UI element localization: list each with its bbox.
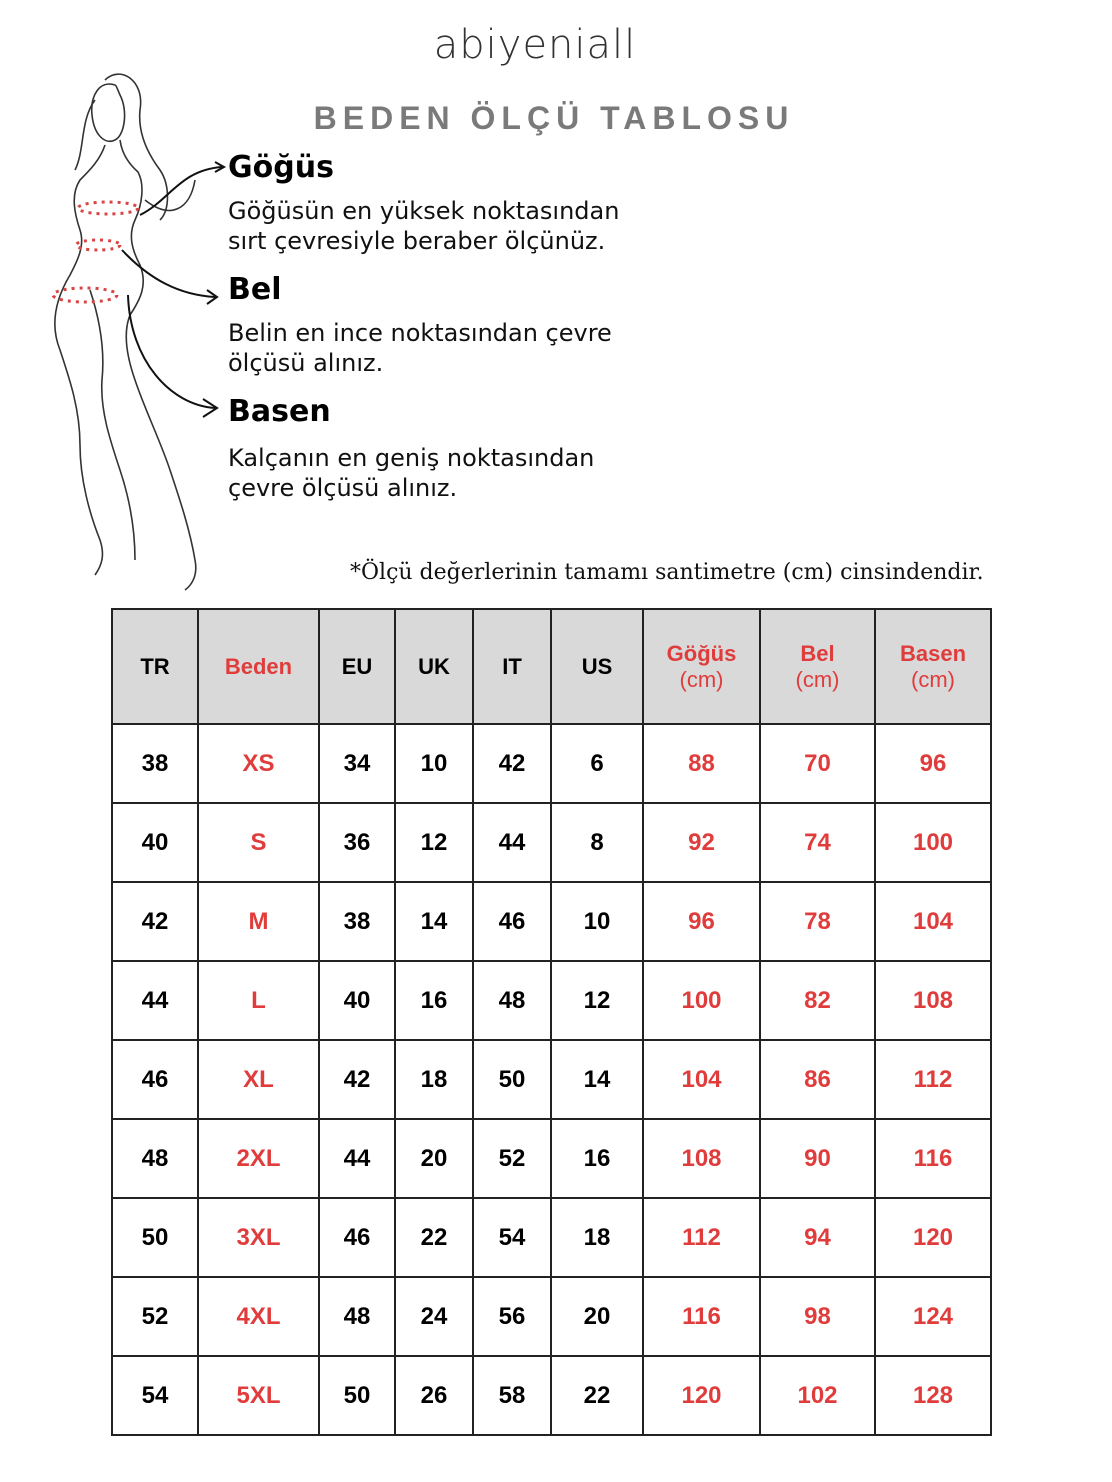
cell-bel: 82 [760, 961, 875, 1040]
section-gogus-desc-2: sırt çevresiyle beraber ölçünüz. [228, 227, 606, 255]
cell-bel: 74 [760, 803, 875, 882]
table-row [112, 1277, 991, 1356]
section-basen-title: Basen [228, 394, 331, 429]
cell-basen: 100 [875, 803, 991, 882]
cell-uk: 22 [395, 1198, 473, 1277]
header-us: US [551, 609, 643, 724]
cell-basen: 128 [875, 1356, 991, 1435]
table-row [112, 961, 991, 1040]
cell-it: 56 [473, 1277, 551, 1356]
cell-gogus: 96 [643, 882, 760, 961]
cell-tr: 46 [112, 1040, 198, 1119]
cell-uk: 20 [395, 1119, 473, 1198]
table-row [112, 1119, 991, 1198]
cell-us: 14 [551, 1040, 643, 1119]
cell-tr: 50 [112, 1198, 198, 1277]
section-basen-desc-1: Kalçanın en geniş noktasından [228, 444, 595, 472]
header-gogus [643, 609, 760, 724]
table-row [112, 1198, 991, 1277]
cell-eu: 34 [319, 724, 395, 803]
cell-beden: 3XL [198, 1198, 319, 1277]
cell-uk: 12 [395, 803, 473, 882]
cell-bel: 94 [760, 1198, 875, 1277]
table-row [112, 1040, 991, 1119]
cell-bel: 90 [760, 1119, 875, 1198]
header-bel-label: Bel [800, 640, 835, 666]
cell-basen: 116 [875, 1119, 991, 1198]
cell-beden: XS [198, 724, 319, 803]
section-gogus-desc-1: Göğüsün en yüksek noktasından [228, 197, 620, 225]
section-bel-desc-1: Belin en ince noktasından çevre [228, 319, 612, 347]
cell-basen: 124 [875, 1277, 991, 1356]
cell-tr: 48 [112, 1119, 198, 1198]
header-it: IT [473, 609, 551, 724]
cell-us: 6 [551, 724, 643, 803]
cell-basen: 108 [875, 961, 991, 1040]
cell-us: 20 [551, 1277, 643, 1356]
cell-bel: 86 [760, 1040, 875, 1119]
brand-logo: abiyeniall [433, 22, 637, 68]
cell-tr: 54 [112, 1356, 198, 1435]
cell-beden: XL [198, 1040, 319, 1119]
section-bel-desc-2: ölçüsü alınız. [228, 349, 384, 377]
cell-it: 48 [473, 961, 551, 1040]
cell-uk: 14 [395, 882, 473, 961]
header-uk: UK [395, 609, 473, 724]
section-gogus-title: Göğüs [228, 150, 334, 185]
cell-eu: 44 [319, 1119, 395, 1198]
cell-uk: 18 [395, 1040, 473, 1119]
cell-basen: 96 [875, 724, 991, 803]
cell-beden: 5XL [198, 1356, 319, 1435]
cell-uk: 10 [395, 724, 473, 803]
header-gogus-unit: (cm) [679, 666, 724, 692]
table-row [112, 882, 991, 961]
cell-gogus: 88 [643, 724, 760, 803]
cell-us: 12 [551, 961, 643, 1040]
cell-beden: M [198, 882, 319, 961]
cell-tr: 44 [112, 961, 198, 1040]
cell-eu: 40 [319, 961, 395, 1040]
cell-gogus: 100 [643, 961, 760, 1040]
header-eu: EU [319, 609, 395, 724]
cell-us: 8 [551, 803, 643, 882]
header-basen-label: Basen [899, 640, 967, 666]
cell-tr: 42 [112, 882, 198, 961]
size-chart-table [111, 608, 992, 1436]
cell-beden: 4XL [198, 1277, 319, 1356]
cell-bel: 98 [760, 1277, 875, 1356]
unit-note: *Ölçü değerlerinin tamamı santimetre (cm) cinsindendir. [350, 560, 984, 585]
cell-eu: 42 [319, 1040, 395, 1119]
cell-basen: 104 [875, 882, 991, 961]
cell-it: 52 [473, 1119, 551, 1198]
cell-us: 16 [551, 1119, 643, 1198]
cell-beden: 2XL [198, 1119, 319, 1198]
table-row [112, 1356, 991, 1435]
header-beden: Beden [198, 609, 319, 724]
cell-eu: 46 [319, 1198, 395, 1277]
cell-it: 46 [473, 882, 551, 961]
cell-eu: 36 [319, 803, 395, 882]
section-basen-desc-2: çevre ölçüsü alınız. [228, 474, 458, 502]
cell-gogus: 120 [643, 1356, 760, 1435]
cell-gogus: 112 [643, 1198, 760, 1277]
section-bel-title: Bel [228, 272, 282, 307]
cell-eu: 48 [319, 1277, 395, 1356]
header-basen [875, 609, 991, 724]
table-header-row [112, 609, 991, 724]
header-tr: TR [112, 609, 198, 724]
header-basen-unit: (cm) [911, 666, 955, 692]
table-row [112, 803, 991, 882]
cell-gogus: 92 [643, 803, 760, 882]
header-bel-unit: (cm) [795, 666, 840, 692]
cell-eu: 50 [319, 1356, 395, 1435]
cell-bel: 70 [760, 724, 875, 803]
cell-eu: 38 [319, 882, 395, 961]
header-gogus-label: Göğüs [666, 640, 737, 666]
page-title: BEDEN ÖLÇÜ TABLOSU [313, 100, 795, 136]
cell-it: 44 [473, 803, 551, 882]
table-row [112, 724, 991, 803]
cell-tr: 40 [112, 803, 198, 882]
cell-gogus: 108 [643, 1119, 760, 1198]
cell-uk: 16 [395, 961, 473, 1040]
cell-it: 50 [473, 1040, 551, 1119]
cell-tr: 52 [112, 1277, 198, 1356]
cell-us: 22 [551, 1356, 643, 1435]
cell-it: 42 [473, 724, 551, 803]
cell-gogus: 104 [643, 1040, 760, 1119]
cell-us: 18 [551, 1198, 643, 1277]
cell-bel: 78 [760, 882, 875, 961]
cell-uk: 24 [395, 1277, 473, 1356]
measurement-arrows [0, 0, 240, 440]
cell-gogus: 116 [643, 1277, 760, 1356]
cell-beden: L [198, 961, 319, 1040]
cell-it: 54 [473, 1198, 551, 1277]
cell-beden: S [198, 803, 319, 882]
cell-uk: 26 [395, 1356, 473, 1435]
cell-it: 58 [473, 1356, 551, 1435]
cell-us: 10 [551, 882, 643, 961]
header-bel [760, 609, 875, 724]
cell-tr: 38 [112, 724, 198, 803]
cell-basen: 120 [875, 1198, 991, 1277]
cell-bel: 102 [760, 1356, 875, 1435]
cell-basen: 112 [875, 1040, 991, 1119]
